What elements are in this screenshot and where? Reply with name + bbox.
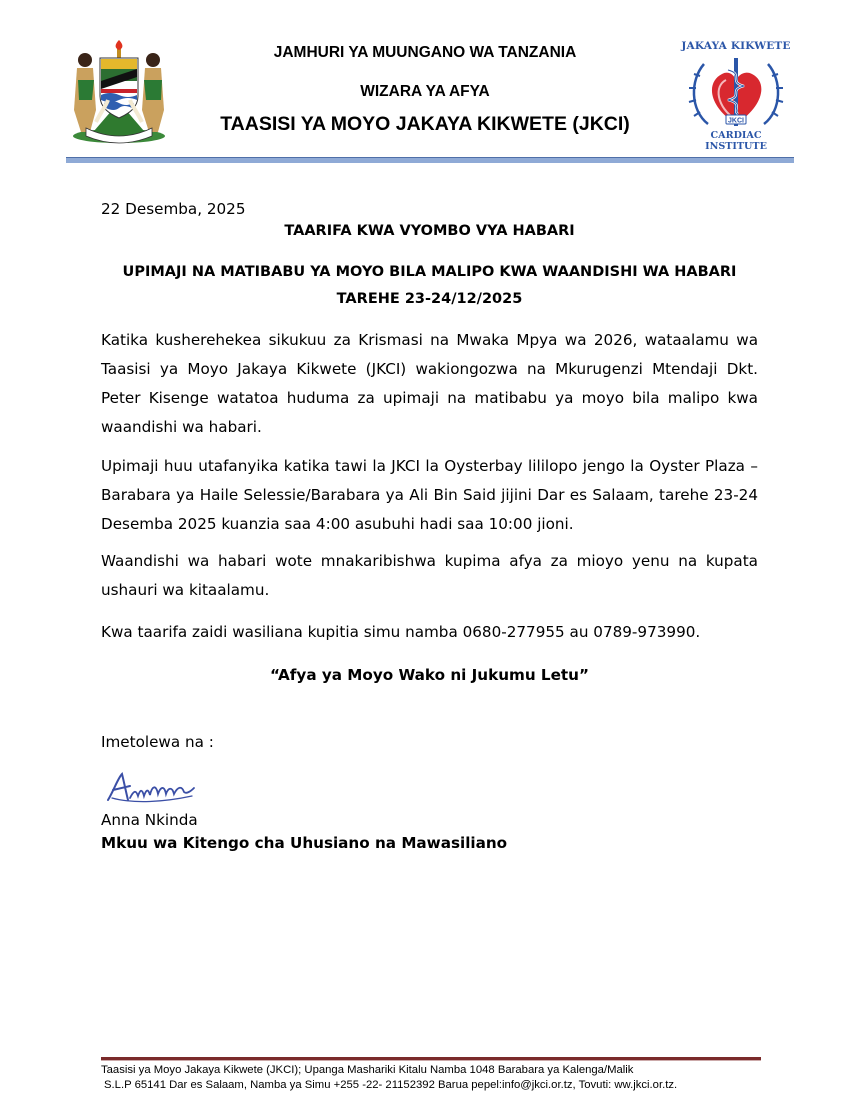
jkci-logo <box>678 40 794 150</box>
letter-date: 22 Desemba, 2025 <box>101 200 246 218</box>
jkci-logo-bottom-text: CARDIAC INSTITUTE <box>705 130 767 152</box>
footer-address-line-2: S.L.P 65141 Dar es Salaam, Namba ya Simu +255 -22- 21152392 Barua pepel:info@jkci.or.tz, Tovuti: ww.jkci.or.tz. <box>104 1079 678 1091</box>
signature <box>104 768 200 808</box>
jkci-logo-top-text: JAKAYA KIKWETE <box>681 40 791 52</box>
header-ministry-name: WIZARA YA AFYA <box>360 83 490 100</box>
paragraph-3: Waandishi wa habari wote mnakaribishwa kupima afya za mioyo yenu na kupata ushauri wa kitaalamu. <box>101 552 758 599</box>
header-divider <box>66 157 794 163</box>
signatory-name: Anna Nkinda <box>101 811 198 829</box>
paragraph-1: Katika kusherehekea sikukuu za Krismasi na Mwaka Mpya wa 2026, wataalamu wa Taasisi ya Moyo Jakaya Kikwete (JKCI) wakiongozwa na Mkurugenzi Mtendaji Dkt. Peter Kisenge watatoa huduma za upimaji na matibabu ya moyo bila malipo kwa waandishi wa habari. <box>101 331 758 436</box>
subject-line-1: UPIMAJI NA MATIBABU YA MOYO BILA MALIPO KWA WAANDISHI WA HABARI <box>122 264 737 280</box>
header-republic-name: JAMHURI YA MUUNGANO WA TANZANIA <box>273 44 577 61</box>
paragraph-4: Kwa taarifa zaidi wasiliana kupitia simu namba 0680-277955 au 0789-973990. <box>101 623 701 641</box>
paragraph-2: Upimaji huu utafanyika katika tawi la JKCI la Oysterbay lililopo jengo la Oyster Plaza – Barabara ya Haile Selessie/Barabara ya Ali Bin Said jijini Dar es Salaam, tarehe 23-24 Desemba 2025 kuanzia saa 4:00 asubuhi hadi saa 10:00 jioni. <box>101 457 758 533</box>
signatory-title: Mkuu wa Kitengo cha Uhusiano na Mawasiliano <box>101 834 508 852</box>
jkci-logo-badge: JKCI <box>728 117 744 125</box>
slogan: “Afya ya Moyo Wako ni Jukumu Letu” <box>270 666 589 684</box>
footer-address-line-1: Taasisi ya Moyo Jakaya Kikwete (JKCI); Upanga Mashariki Kitalu Namba 1048 Barabara ya Kalenga/Malik <box>101 1064 634 1076</box>
press-release-heading: TAARIFA KWA VYOMBO VYA HABARI <box>284 223 575 239</box>
footer-divider <box>101 1057 761 1061</box>
coat-of-arms-logo <box>66 40 172 146</box>
header-institute-name: TAASISI YA MOYO JAKAYA KIKWETE (JKCI) <box>220 113 630 135</box>
subject-line-2: TAREHE 23-24/12/2025 <box>336 291 523 307</box>
issued-by-label: Imetolewa na : <box>101 733 214 751</box>
